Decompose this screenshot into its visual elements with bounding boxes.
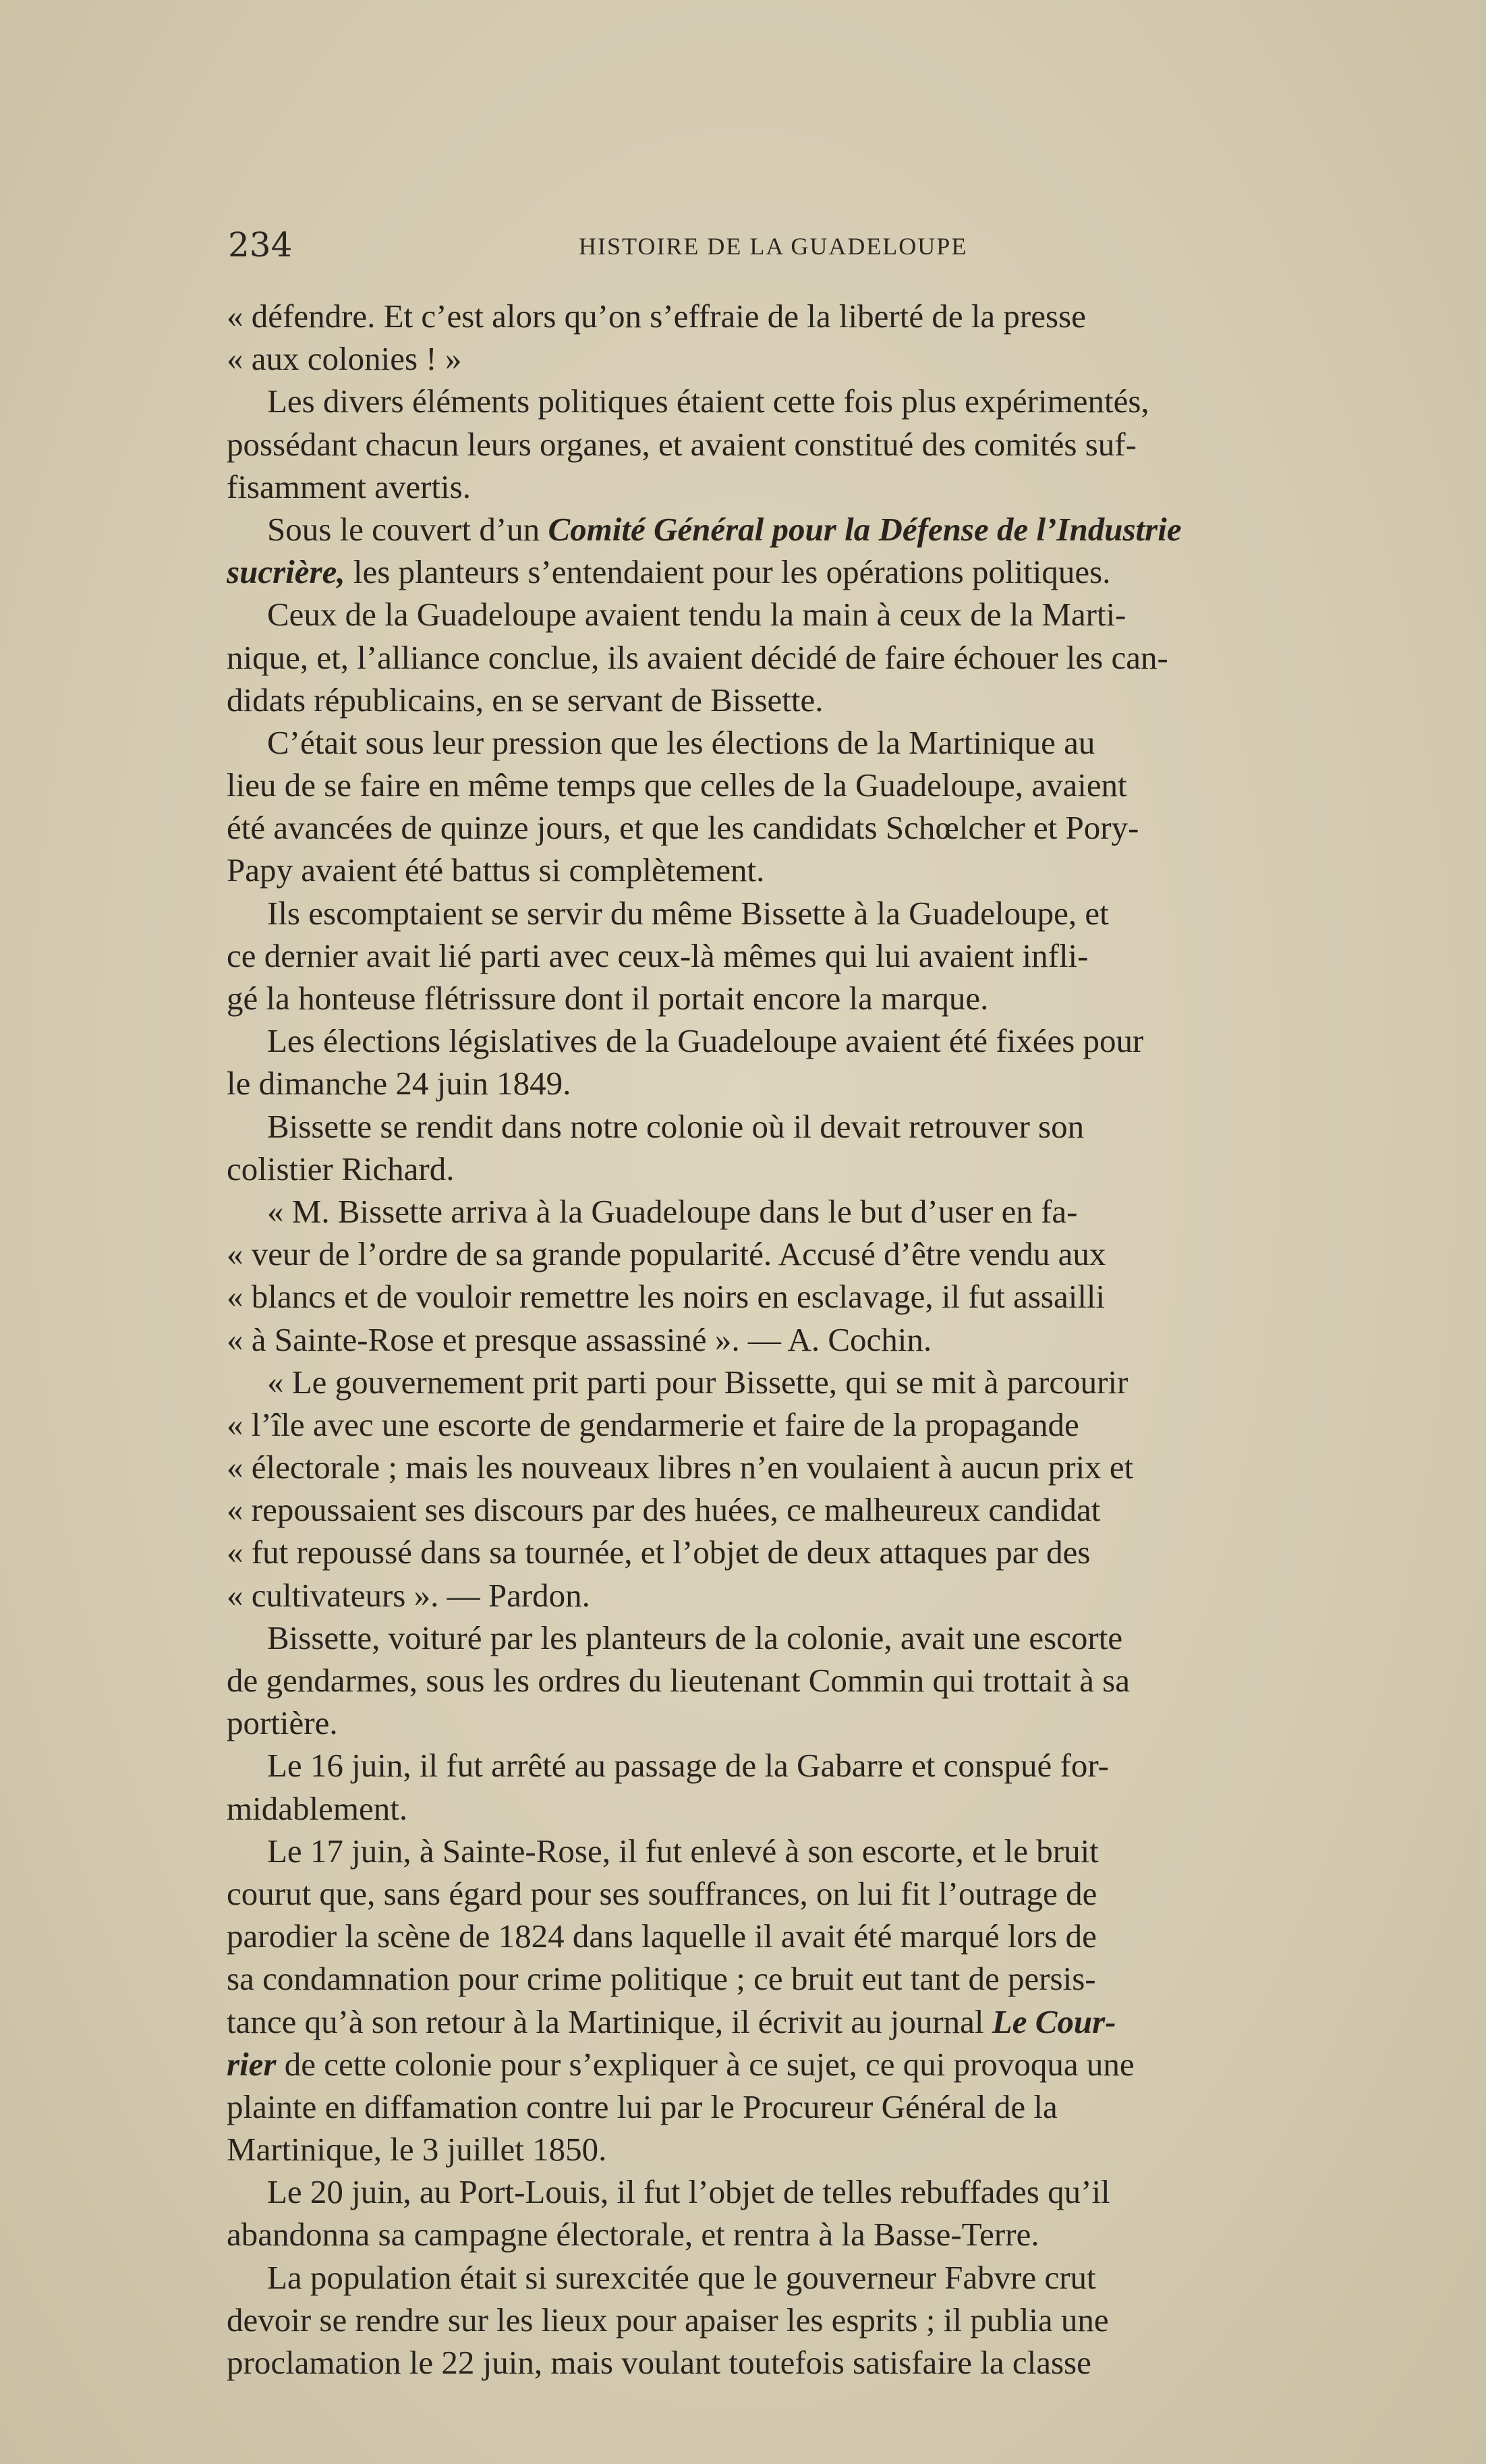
text-run: tance qu’à son retour à la Martinique, il écrivit au journal [227, 2003, 984, 2040]
italic-title: sucrière, [227, 553, 345, 591]
text-line: abandonna sa campagne électorale, et rentra à la Basse-Terre. [227, 2216, 1039, 2253]
running-head: HISTOIRE DE LA GUADELOUPE [579, 233, 968, 260]
text-line: portière. [227, 1704, 338, 1742]
page-number: 234 [228, 225, 293, 264]
body-text [227, 295, 1429, 2384]
text-line: de gendarmes, sous les ordres du lieutenant Commin qui trottait à sa [227, 1662, 1131, 1699]
quote-line: « électorale ; mais les nouveaux libres n’en voulaient à aucun prix et [227, 1449, 1134, 1486]
paragraph-line: Le 16 juin, il fut arrêté au passage de la Gabarre et conspué for- [267, 1747, 1109, 1785]
quote-line: « veur de l’ordre de sa grande popularité. Accusé d’être vendu aux [227, 1235, 1106, 1273]
paragraph-line: La population était si surexcitée que le gouverneur Fabvre crut [267, 2258, 1096, 2296]
text-run: Sous le couvert d’un [267, 510, 540, 548]
text-line: « aux colonies ! » [227, 340, 462, 378]
paragraph-line: Les élections législatives de la Guadeloupe avaient été fixées pour [267, 1022, 1144, 1060]
quote-line: « à Sainte-Rose et presque assassiné ». — A. Cochin. [227, 1320, 932, 1358]
text-line: proclamation le 22 juin, mais voulant toutefois satisfaire la classe [227, 2344, 1091, 2381]
text-line [227, 2000, 1429, 2043]
text-line: lieu de se faire en même temps que celles de la Guadeloupe, avaient [227, 766, 1127, 804]
text-line: plainte en diffamation contre lui par le Procureur Général de la [227, 2088, 1058, 2125]
text-line: été avancées de quinze jours, et que les candidats Schœlcher et Pory- [227, 809, 1139, 847]
page-header [228, 225, 1422, 273]
text-line: le dimanche 24 juin 1849. [227, 1065, 571, 1102]
paragraph-line: Le 20 juin, au Port-Louis, il fut l’objet de telles rebuffades qu’il [267, 2173, 1110, 2211]
paragraph-line: Bissette, voituré par les planteurs de la colonie, avait une escorte [267, 1619, 1123, 1656]
quote-line: « blancs et de vouloir remettre les noirs en esclavage, il fut assailli [227, 1278, 1106, 1316]
text-line: Martinique, le 3 juillet 1850. [227, 2131, 607, 2168]
paragraph-line: Les divers éléments politiques étaient cette fois plus expérimentés, [267, 383, 1149, 420]
text-line: didats républicains, en se servant de Bissette. [227, 681, 824, 719]
text-line: parodier la scène de 1824 dans laquelle il avait été marqué lors de [227, 1917, 1097, 1955]
paragraph-line [227, 508, 1429, 551]
text-line: ce dernier avait lié parti avec ceux-là mêmes qui lui avaient infli- [227, 936, 1089, 974]
paragraph-line: Ceux de la Guadeloupe avaient tendu la main à ceux de la Marti- [267, 596, 1126, 634]
text-line: nique, et, l’alliance conclue, ils avaient décidé de faire échouer les can- [227, 638, 1168, 676]
text-line: « défendre. Et c’est alors qu’on s’effraie de la liberté de la presse [227, 298, 1086, 335]
text-line: fisamment avertis. [227, 468, 471, 505]
quote-line: « fut repoussé dans sa tournée, et l’objet de deux attaques par des [227, 1534, 1091, 1571]
paragraph-line: Bissette se rendit dans notre colonie où il devait retrouver son [267, 1107, 1085, 1145]
paragraph-line: C’était sous leur pression que les élections de la Martinique au [267, 723, 1095, 761]
text-run: de cette colonie pour s’expliquer à ce sujet, ce qui provoqua une [284, 2045, 1135, 2083]
quote-line: « Le gouvernement prit parti pour Bissette, qui se mit à parcourir [267, 1363, 1128, 1401]
text-line: colistier Richard. [227, 1150, 455, 1187]
paragraph-line: Ils escomptaient se servir du même Bissette à la Guadeloupe, et [267, 894, 1109, 932]
text-line: courut que, sans égard pour ses souffrances, on lui fit l’outrage de [227, 1874, 1097, 1912]
quote-line: « M. Bissette arriva à la Guadeloupe dans le but d’user en fa- [267, 1192, 1078, 1230]
italic-title: Le Cour- [992, 2003, 1116, 2040]
text-line [227, 551, 1429, 593]
quote-line: « repoussaient ses discours par des huées, ce malheureux candidat [227, 1491, 1101, 1529]
text-line: Papy avaient été battus si complètement. [227, 851, 765, 889]
italic-title: Comité Général pour la Défense de l’Industrie [548, 510, 1182, 548]
italic-title: rier [227, 2045, 277, 2083]
text-line: devoir se rendre sur les lieux pour apaiser les esprits ; il publia une [227, 2301, 1109, 2339]
text-line: sa condamnation pour crime politique ; ce bruit eut tant de persis- [227, 1960, 1096, 1998]
text-run: les planteurs s’entendaient pour les opérations politiques. [353, 553, 1111, 591]
text-line: gé la honteuse flétrissure dont il portait encore la marque. [227, 980, 989, 1017]
quote-line: « l’île avec une escorte de gendarmerie et faire de la propagande [227, 1405, 1079, 1443]
quote-line: « cultivateurs ». — Pardon. [227, 1576, 590, 1614]
paragraph-line: Le 17 juin, à Sainte-Rose, il fut enlevé à son escorte, et le bruit [267, 1832, 1099, 1870]
text-line: midablement. [227, 1789, 408, 1827]
text-line [227, 2043, 1429, 2085]
text-line: possédant chacun leurs organes, et avaient constitué des comités suf- [227, 425, 1137, 463]
